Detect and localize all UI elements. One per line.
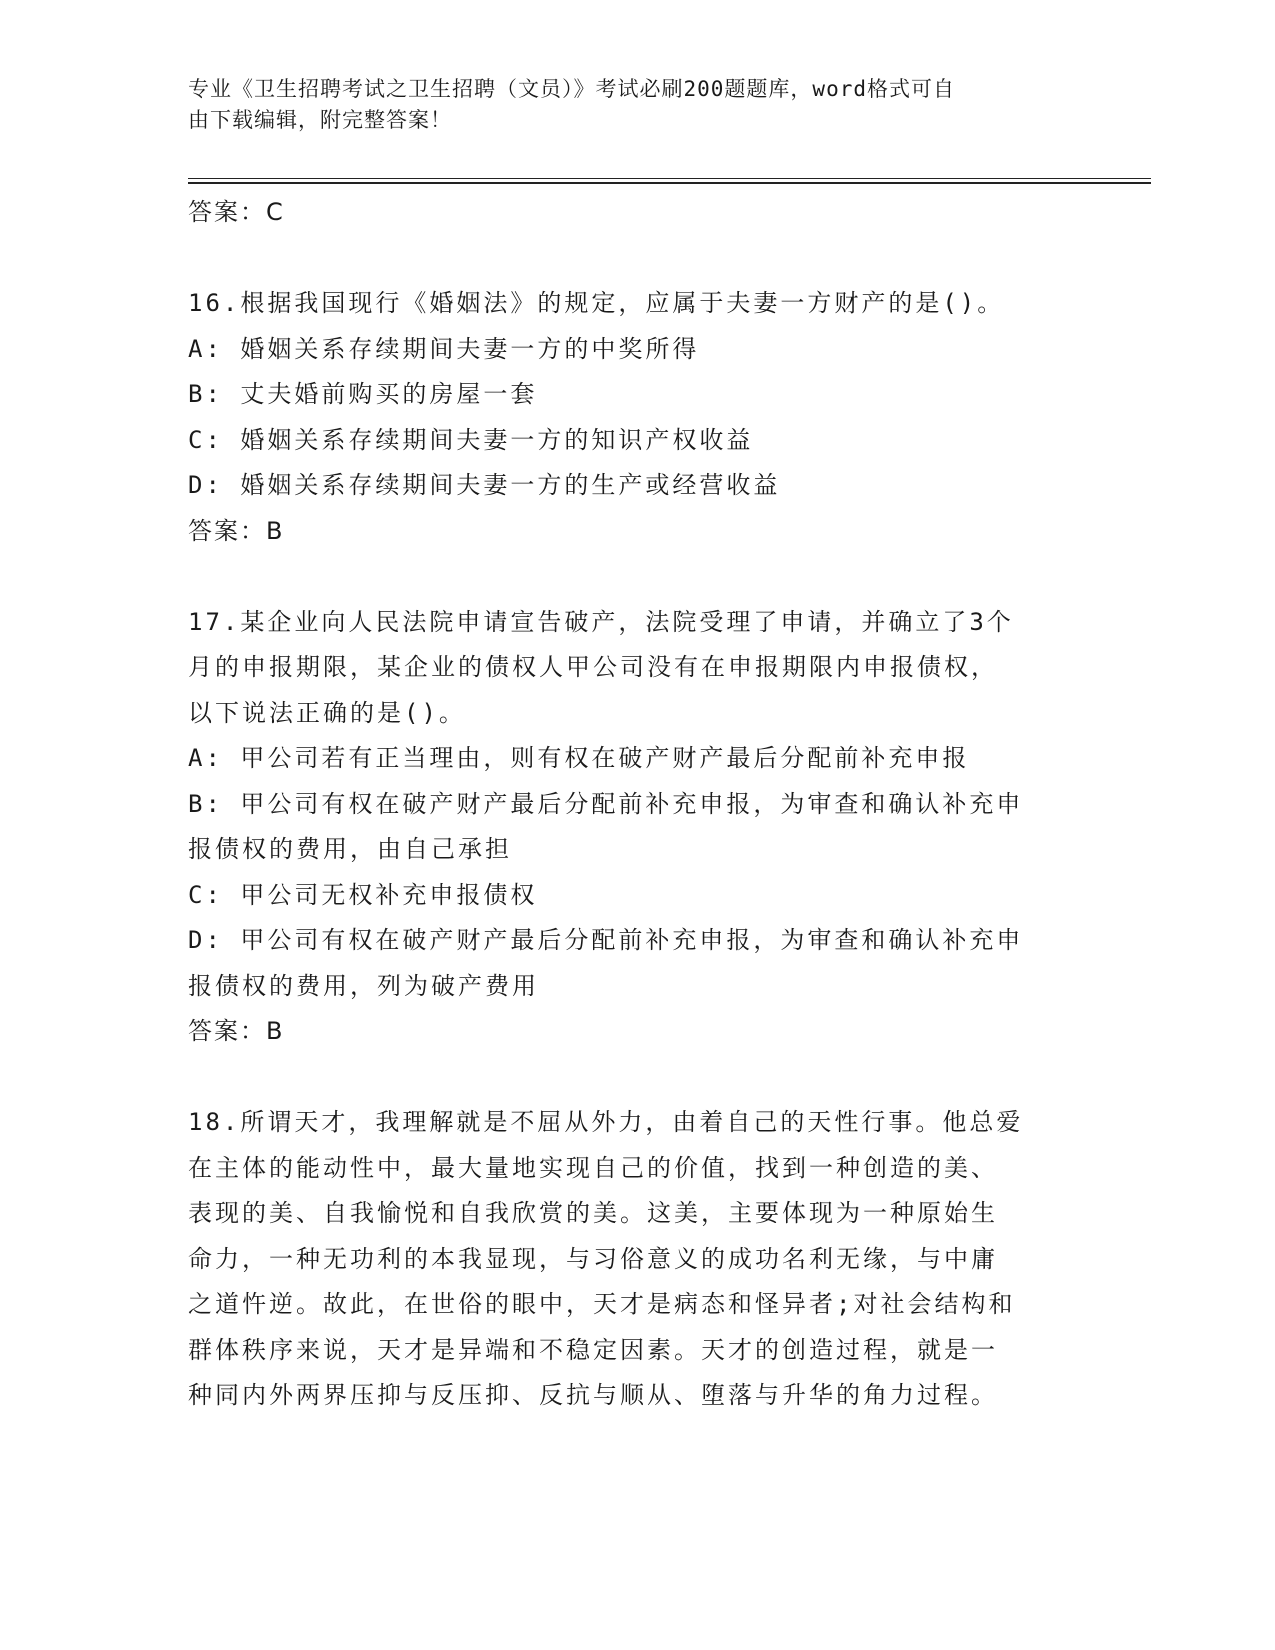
question-17 xyxy=(188,600,1088,1055)
header-divider-thick xyxy=(188,182,1151,184)
question-17-option-b-cont: 报债权的费用，由自己承担 xyxy=(188,835,512,863)
previous-answer: 答案：C xyxy=(188,198,285,226)
question-18-stem-line: 表现的美、自我愉悦和自我欣赏的美。这美，主要体现为一种原始生 xyxy=(188,1199,998,1227)
question-18-stem-line: 18.所谓天才，我理解就是不屈从外力，由着自己的天性行事。他总爱 xyxy=(188,1108,1024,1136)
question-16-answer: 答案：B xyxy=(188,516,285,545)
question-16-stem: 16.根据我国现行《婚姻法》的规定，应属于夫妻一方财产的是()。 xyxy=(188,289,1005,317)
question-18-stem-line: 群体秩序来说，天才是异端和不稳定因素。天才的创造过程，就是一 xyxy=(188,1335,998,1364)
question-18-stem-line: 在主体的能动性中，最大量地实现自己的价值，找到一种创造的美、 xyxy=(188,1153,998,1182)
question-17-option-d: D: 甲公司有权在破产财产最后分配前补充申报，为审查和确认补充申 xyxy=(188,926,1024,954)
question-17-option-d-cont: 报债权的费用，列为破产费用 xyxy=(188,971,539,1000)
document-body xyxy=(188,190,1088,1419)
header-divider-thin xyxy=(188,178,1151,179)
document-header xyxy=(188,74,1068,136)
question-17-stem-line: 以下说法正确的是()。 xyxy=(188,698,466,727)
question-18-stem-line: 命力，一种无功利的本我显现，与习俗意义的成功名利无缘，与中庸 xyxy=(188,1244,998,1273)
question-17-option-b: B: 甲公司有权在破产财产最后分配前补充申报，为审查和确认补充申 xyxy=(188,789,1024,818)
spacer xyxy=(188,236,1088,282)
question-16-option-c: C: 婚姻关系存续期间夫妻一方的知识产权收益 xyxy=(188,425,754,454)
question-16-option-d: D: 婚姻关系存续期间夫妻一方的生产或经营收益 xyxy=(188,471,781,499)
header-line-2: 由下载编辑，附完整答案！ xyxy=(188,108,452,132)
question-17-stem-line: 月的申报期限，某企业的债权人甲公司没有在申报期限内申报债权， xyxy=(188,653,998,681)
question-18-stem-line: 之道忤逆。故此，在世俗的眼中，天才是病态和怪异者;对社会结构和 xyxy=(188,1290,1016,1318)
header-line-1: 专业《卫生招聘考试之卫生招聘（文员）》考试必刷200题题库，word格式可自 xyxy=(188,77,955,101)
question-17-option-c: C: 甲公司无权补充申报债权 xyxy=(188,880,538,909)
question-18-stem-line: 种同内外两界压抑与反压抑、反抗与顺从、堕落与升华的角力过程。 xyxy=(188,1381,998,1409)
spacer xyxy=(188,1055,1088,1101)
question-17-option-a: A: 甲公司若有正当理由，则有权在破产财产最后分配前补充申报 xyxy=(188,744,970,772)
question-17-stem-line: 17.某企业向人民法院申请宣告破产，法院受理了申请，并确立了3个 xyxy=(188,607,1014,636)
question-16-option-a: A: 婚姻关系存续期间夫妻一方的中奖所得 xyxy=(188,334,700,363)
question-16 xyxy=(188,281,1088,554)
question-16-option-b: B: 丈夫婚前购买的房屋一套 xyxy=(188,380,538,408)
spacer xyxy=(188,554,1088,600)
question-17-answer: 答案：B xyxy=(188,1017,285,1045)
question-18 xyxy=(188,1100,1088,1419)
